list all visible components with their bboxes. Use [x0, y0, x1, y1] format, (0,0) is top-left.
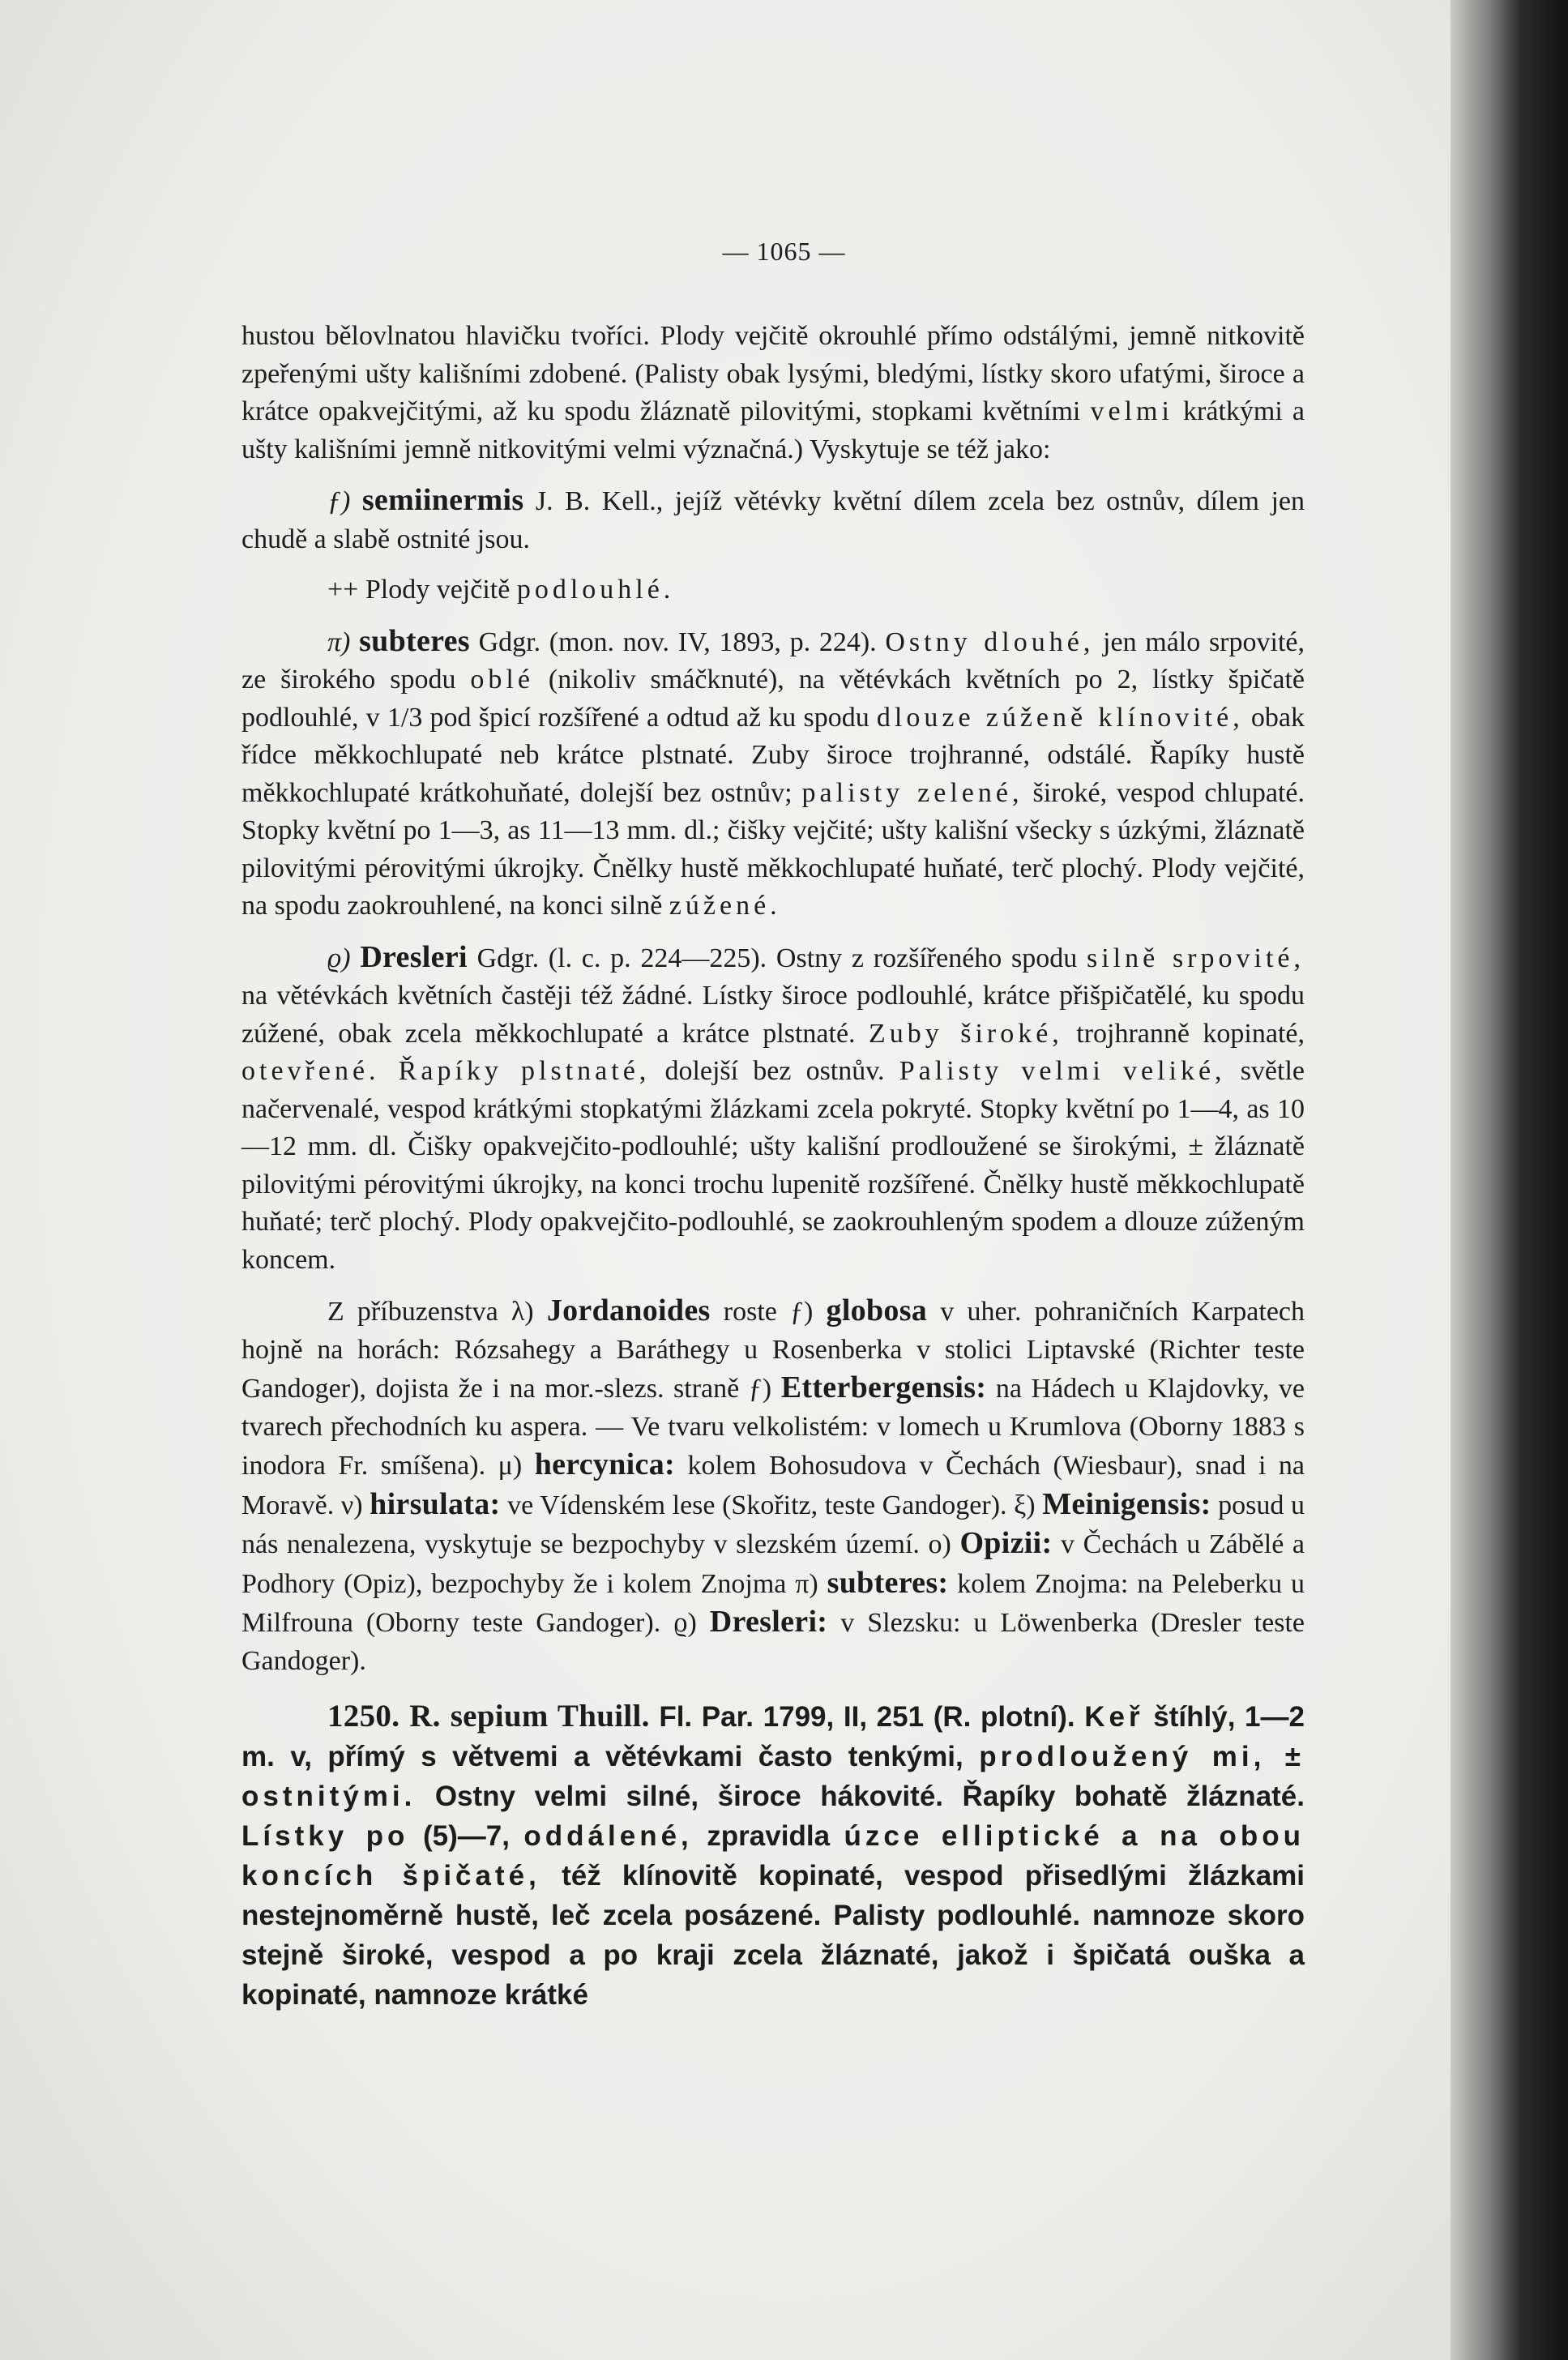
- group-heading: ++ Plody vejčitě podlouhlé.: [327, 575, 675, 605]
- page-number: — 1065 —: [722, 237, 846, 266]
- variety-semiinermis: ƒ) semiinermis J. B. Kell., jejíž větévky květní dílem zcela bez ostnův, dílem jen chudě a slabě ostnité jsou.: [241, 483, 1305, 554]
- taxon-name: subteres: [359, 623, 470, 658]
- page-body: [241, 318, 1305, 2015]
- species-heading: 1250. R. sepium Thuill.: [327, 1699, 650, 1734]
- distribution-paragraph: Z příbuzenstva λ) Jordanoides roste ƒ) globosa v uher. pohraničních Karpatech hojně na horách: Rózsahegy a Baráthegy u Rosenberka v stolici Liptavské (Richter teste Gandoger), dojista že i na mor.-slezs. straně ƒ) Etterbergensis: na Hádech u Klajdovky, ve tvarech přechodních ku aspera. — Ve tvaru velkolistém: v lomech u Krumlova (Oborny 1883 s inodora Fr. smíšena). μ) hercynica: kolem Bohosudova v Čechách (Wiesbaur), snad i na Moravě. ν) hirsulata: ve Vídenském lese (Skořitz, teste Gandoger). ξ) Meinigensis: posud u nás nenalezena, vyskytuje se bezpochyby v slezském území. ο) Opizii: v Čechách u Zábělé a Podhory (Opiz), bezpochyby že i kolem Znojma π) subteres: kolem Znojma: na Peleberku u Milfrouna (Oborny teste Gandoger). ϱ) Dresleri: v Slezsku: u Löwenberka (Dresler teste Gandoger).: [241, 1293, 1305, 1676]
- variety-subteres: π) subteres Gdgr. (mon. nov. IV, 1893, p. 224). Ostny dlouhé, jen málo srpovité, ze širokého spodu oblé (nikoliv smáčknuté), na větévkách květních po 2, lístky špičatě podlouhlé, v 1/3 pod špicí rozšířené a odtud až ku spodu dlouze zúženě klínovité, obak řídce měkkochlupaté neb krátce plstnaté. Zuby široce trojhranné, odstálé. Řapíky hustě měkkochlupaté krátkohuňaté, dolejší bez ostnův; palisty zelené, široké, vespod chlupaté. Stopky květní po 1—3, as 11—13 mm. dl.; čišky vejčité; ušty kališní všecky s úzkými, žláznatě pilovitými pérovitými úkrojky. Čnělky hustě měkkochlupaté huňaté, terč plochý. Plody vejčité, na spodu zaokrouhlené, na konci silně zúžené.: [241, 623, 1305, 921]
- variety-dresleri: ϱ) Dresleri Gdgr. (l. c. p. 224—225). Ostny z rozšířeného spodu silně srpovité, na větévkách květních častěji též žádné. Lístky široce podlouhlé, krátce přišpičatělé, ku spodu zúžené, obak zcela měkkochlupaté a krátce plstnaté. Zuby široké, trojhranně kopinaté, otevřené. Řapíky plstnaté, dolejší bez ostnův. Palisty velmi veliké, světle načervenalé, vespod krátkými stopkatými žlázkami zcela pokryté. Stopky květní po 1—4, as 10—12 mm. dl. Čišky opakvejčito-podlouhlé; ušty kališní prodloužené se širokými, ± žláznatě pilovitými pérovitými úkrojky, na konci trochu lupenitě rozšířené. Čnělky hustě měkkochlupatě huňaté; terč plochý. Plody opakvejčito-podlouhlé, se zaokrouhleným spodem a dlouze zúženým koncem.: [241, 939, 1305, 1275]
- taxon-name: semiinermis: [361, 483, 524, 517]
- species-entry-sepium: 1250. R. sepium Thuill. Fl. Par. 1799, II, 251 (R. plotní). Keř štíhlý, 1—2 m. v, přímý s větvemi a větévkami často tenkými, prodloužený mi, ± ostnitými. Ostny velmi silné, široce hákovité. Řapíky bohatě žláznaté. Lístky po (5)—7, oddálené, zpravidla úzce elliptické a na obou koncích špičaté, též klínovitě kopinaté, vespod přisedlými žlázkami nestejnoměrně hustě, leč zcela posázené. Palisty podlouhlé. namnoze skoro stejně široké, vespod a po kraji zcela žláznaté, jakož i špičatá ouška a kopinaté, namnoze krátké: [241, 1699, 1305, 2011]
- taxon-name: Dresleri: [360, 939, 468, 974]
- paragraph-continuation: hustou bělovlnatou hlavičku tvoříci. Plody vejčitě okrouhlé přímo odstálými, jemně nitkovitě zpeřenými ušty kališními zdobené. (Palisty obak lysými, bledými, lístky skoro ufatými, široce a krátce opakvejčitými, až ku spodu žláznatě pilovitými, stopkami květními velmi krátkými a ušty kališními jemně nitkovitými velmi význačná.) Vyskytuje se též jako:: [241, 321, 1305, 464]
- book-gutter-shadow: [1451, 0, 1568, 2360]
